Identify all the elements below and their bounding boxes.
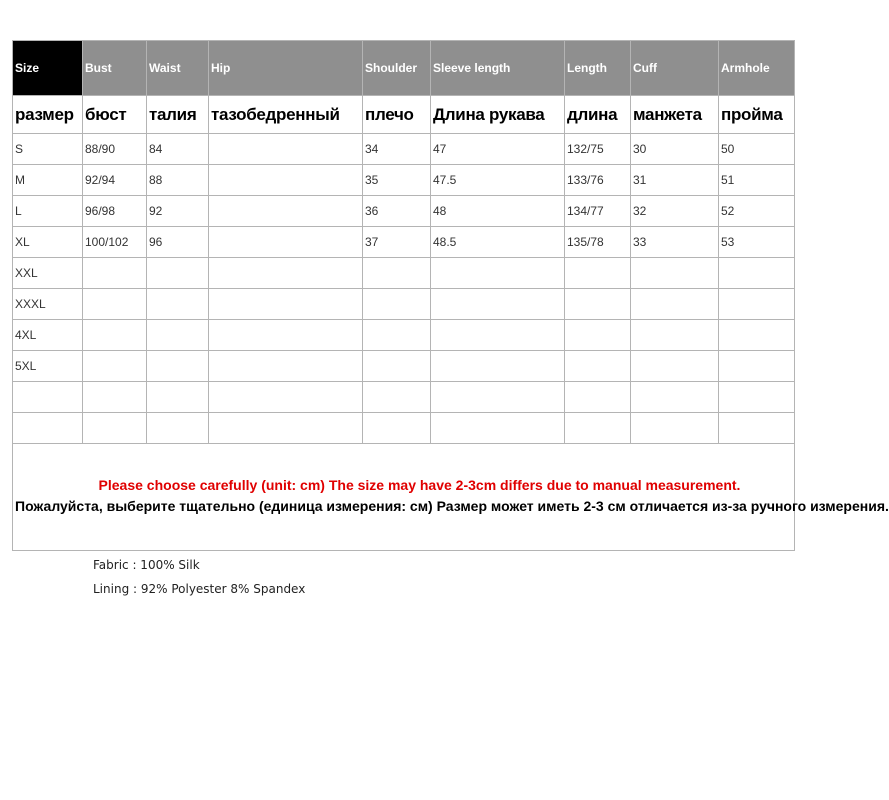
cell-length: 134/77: [565, 196, 631, 227]
header-cell-size: Size: [13, 41, 83, 96]
cell-shoulder: 37: [363, 227, 431, 258]
ru-header-armhole: пройма: [719, 96, 795, 134]
cell-hip: [209, 289, 363, 320]
cell-armhole: [719, 351, 795, 382]
cell-cuff: [631, 351, 719, 382]
cell-size: XXL: [13, 258, 83, 289]
cell-shoulder: [363, 258, 431, 289]
cell-armhole: 53: [719, 227, 795, 258]
cell-waist: [147, 289, 209, 320]
cell-sleeve-length: 47.5: [431, 165, 565, 196]
header-cell-length: Length: [565, 41, 631, 96]
table-row: [13, 227, 795, 258]
header-cell-hip: Hip: [209, 41, 363, 96]
cell-size: L: [13, 196, 83, 227]
russian-header-row: [13, 96, 795, 134]
cell-length: [565, 351, 631, 382]
cell-bust: [83, 351, 147, 382]
cell-waist: [147, 351, 209, 382]
cell-length: [565, 320, 631, 351]
note-cell: [13, 444, 889, 551]
cell-waist: [147, 382, 209, 413]
cell-armhole: 51: [719, 165, 795, 196]
cell-sleeve-length: 48: [431, 196, 565, 227]
ru-header-size: размер: [13, 96, 83, 134]
table-row: [13, 134, 795, 165]
cell-cuff: [631, 258, 719, 289]
cell-cuff: 30: [631, 134, 719, 165]
cell-shoulder: [363, 413, 431, 444]
cell-hip: [209, 258, 363, 289]
cell-waist: 96: [147, 227, 209, 258]
cell-hip: [209, 351, 363, 382]
cell-size: [13, 382, 83, 413]
header-cell-cuff: Cuff: [631, 41, 719, 96]
cell-sleeve-length: [431, 289, 565, 320]
cell-waist: 88: [147, 165, 209, 196]
cell-armhole: [719, 413, 795, 444]
cell-hip: [209, 413, 363, 444]
table-row: [13, 351, 795, 382]
cell-cuff: [631, 320, 719, 351]
cell-length: 133/76: [565, 165, 631, 196]
cell-size: M: [13, 165, 83, 196]
cell-bust: [83, 382, 147, 413]
cell-armhole: [719, 289, 795, 320]
english-header-row: [13, 41, 795, 96]
note-english: Please choose carefully (unit: cm) The size may have 2-3cm differs due to manual measurement.: [98, 477, 741, 493]
cell-armhole: 50: [719, 134, 795, 165]
table-row: [13, 165, 795, 196]
cell-waist: 92: [147, 196, 209, 227]
cell-length: 132/75: [565, 134, 631, 165]
table-row: [13, 413, 795, 444]
cell-size: 5XL: [13, 351, 83, 382]
header-cell-shoulder: Shoulder: [363, 41, 431, 96]
cell-bust: [83, 320, 147, 351]
cell-shoulder: [363, 320, 431, 351]
cell-sleeve-length: [431, 258, 565, 289]
cell-waist: [147, 258, 209, 289]
table-row: [13, 320, 795, 351]
table-row: [13, 258, 795, 289]
ru-header-cuff: манжета: [631, 96, 719, 134]
cell-cuff: 31: [631, 165, 719, 196]
table-row: [13, 382, 795, 413]
cell-hip: [209, 320, 363, 351]
cell-hip: [209, 227, 363, 258]
note-row: [13, 444, 795, 551]
cell-length: 135/78: [565, 227, 631, 258]
cell-armhole: [719, 258, 795, 289]
cell-hip: [209, 196, 363, 227]
ru-header-bust: бюст: [83, 96, 147, 134]
cell-waist: [147, 320, 209, 351]
cell-shoulder: 34: [363, 134, 431, 165]
cell-cuff: 33: [631, 227, 719, 258]
cell-sleeve-length: [431, 351, 565, 382]
cell-armhole: [719, 382, 795, 413]
cell-length: [565, 289, 631, 320]
ru-header-length: длина: [565, 96, 631, 134]
cell-shoulder: [363, 289, 431, 320]
cell-shoulder: [363, 351, 431, 382]
cell-cuff: [631, 413, 719, 444]
cell-sleeve-length: [431, 413, 565, 444]
cell-sleeve-length: 48.5: [431, 227, 565, 258]
header-cell-bust: Bust: [83, 41, 147, 96]
cell-bust: 100/102: [83, 227, 147, 258]
cell-hip: [209, 134, 363, 165]
cell-size: S: [13, 134, 83, 165]
cell-bust: 96/98: [83, 196, 147, 227]
cell-length: [565, 258, 631, 289]
table-row: [13, 289, 795, 320]
ru-header-shoulder: плечо: [363, 96, 431, 134]
cell-waist: [147, 413, 209, 444]
cell-length: [565, 413, 631, 444]
fabric-text: Fabric : 100% Silk: [93, 558, 200, 572]
cell-shoulder: 35: [363, 165, 431, 196]
ru-header-waist: талия: [147, 96, 209, 134]
cell-cuff: 32: [631, 196, 719, 227]
cell-hip: [209, 382, 363, 413]
cell-armhole: 52: [719, 196, 795, 227]
cell-cuff: [631, 289, 719, 320]
cell-bust: 92/94: [83, 165, 147, 196]
cell-size: XXXL: [13, 289, 83, 320]
cell-cuff: [631, 382, 719, 413]
cell-length: [565, 382, 631, 413]
cell-size: 4XL: [13, 320, 83, 351]
ru-header-sleeve-length: Длина рукава: [431, 96, 565, 134]
header-cell-sleeve-length: Sleeve length: [431, 41, 565, 96]
cell-sleeve-length: 47: [431, 134, 565, 165]
header-cell-waist: Waist: [147, 41, 209, 96]
cell-waist: 84: [147, 134, 209, 165]
header-cell-armhole: Armhole: [719, 41, 795, 96]
cell-bust: [83, 413, 147, 444]
cell-shoulder: [363, 382, 431, 413]
cell-sleeve-length: [431, 382, 565, 413]
cell-hip: [209, 165, 363, 196]
cell-shoulder: 36: [363, 196, 431, 227]
cell-size: XL: [13, 227, 83, 258]
cell-armhole: [719, 320, 795, 351]
cell-bust: [83, 258, 147, 289]
cell-bust: [83, 289, 147, 320]
cell-size: [13, 413, 83, 444]
note-russian: Пожалуйста, выберите тщательно (единица измерения: см) Размер может иметь 2-3 см отличается из-за ручного измерения.: [15, 498, 889, 514]
cell-sleeve-length: [431, 320, 565, 351]
ru-header-hip: тазобедренный: [209, 96, 363, 134]
size-chart-table: [12, 40, 889, 551]
lining-text: Lining : 92% Polyester 8% Spandex: [93, 582, 306, 596]
cell-bust: 88/90: [83, 134, 147, 165]
table-row: [13, 196, 795, 227]
